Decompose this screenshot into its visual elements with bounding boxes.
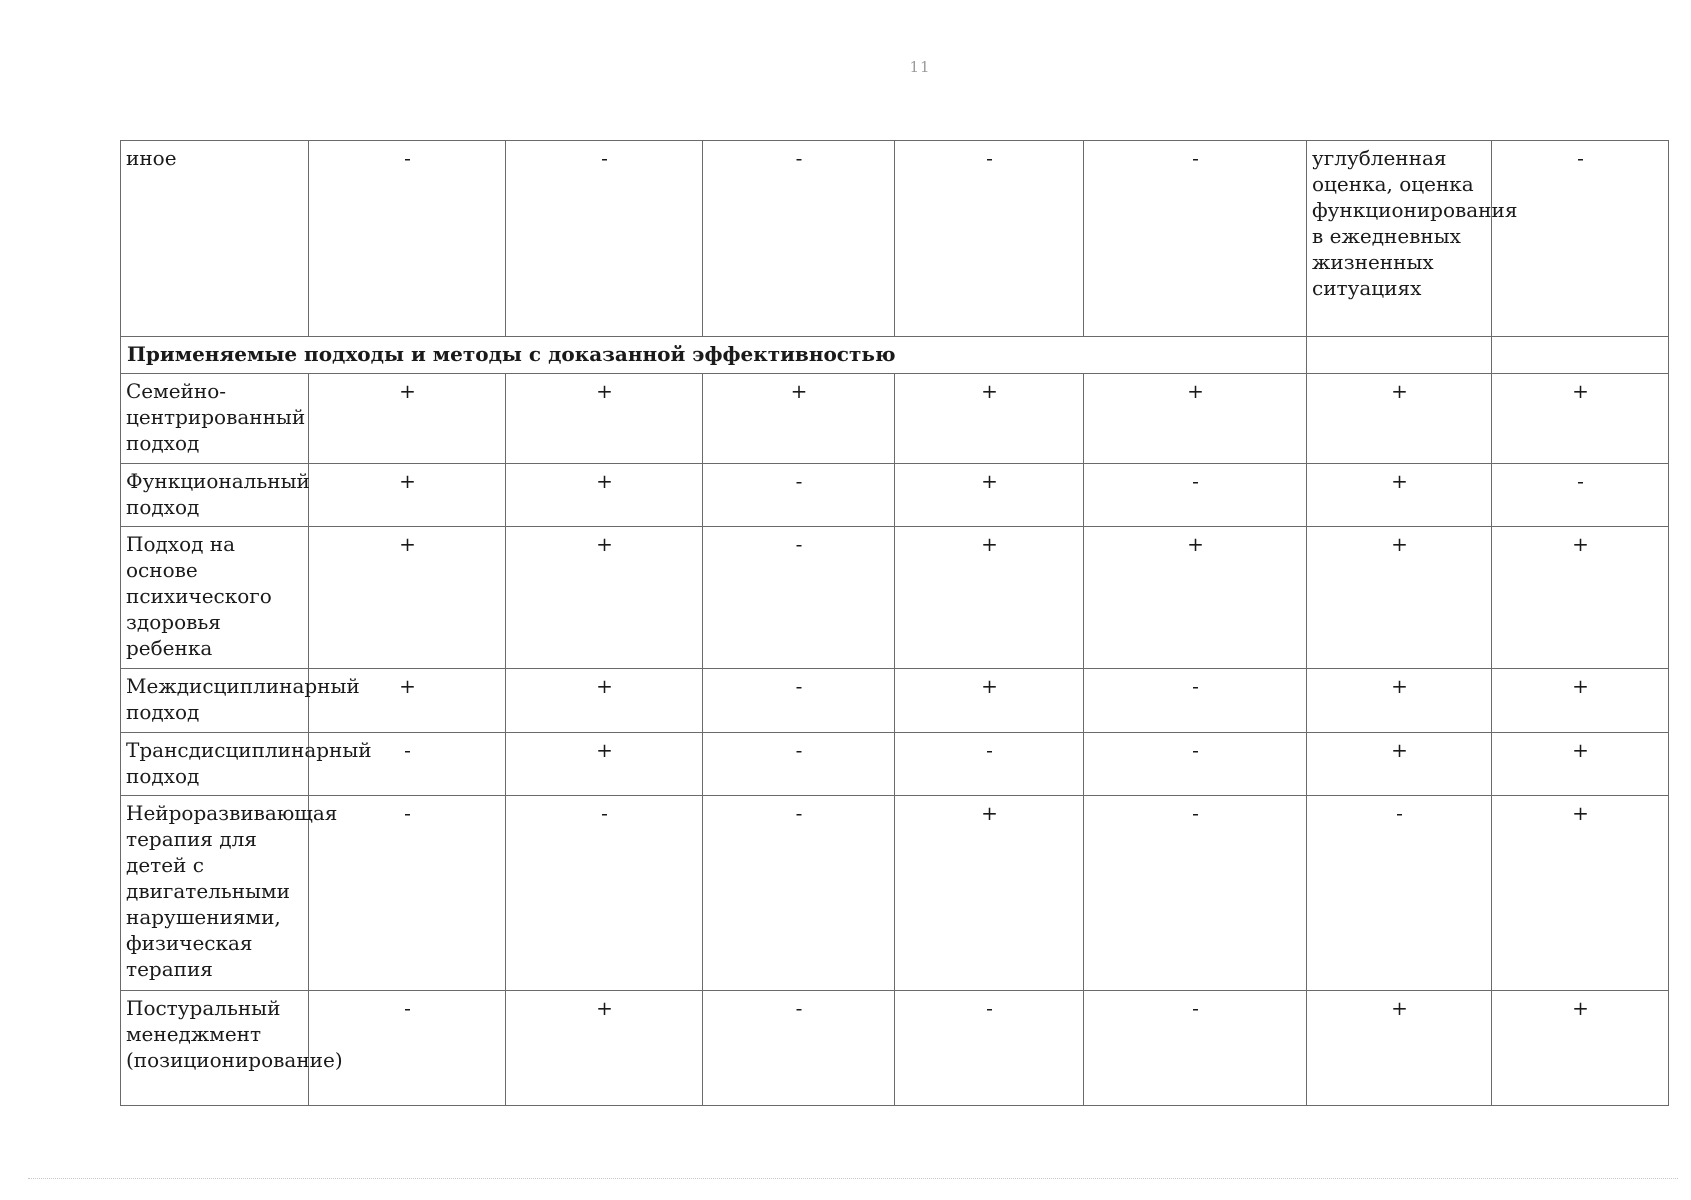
- table-cell: +: [506, 669, 703, 733]
- table-cell: +: [1084, 374, 1307, 464]
- table-cell: -: [1084, 796, 1307, 991]
- table-cell: -: [1307, 796, 1492, 991]
- row-label: Семейно-центрированный подход: [121, 374, 309, 464]
- table-cell: +: [895, 464, 1084, 527]
- table-cell: +: [895, 527, 1084, 669]
- table-row: [121, 464, 1669, 527]
- table-cell: -: [703, 141, 895, 337]
- table-cell: -: [309, 733, 506, 796]
- table-cell: -: [895, 141, 1084, 337]
- table-cell: +: [506, 374, 703, 464]
- table-row: [121, 374, 1669, 464]
- table-cell: +: [895, 796, 1084, 991]
- section-heading: Применяемые подходы и методы с доказанной эффективностью: [121, 337, 1307, 374]
- table-cell: +: [1492, 669, 1669, 733]
- table-cell: +: [1307, 464, 1492, 527]
- table-cell: +: [1307, 669, 1492, 733]
- table-cell: +: [1307, 374, 1492, 464]
- table-cell: +: [309, 464, 506, 527]
- table-cell: +: [506, 464, 703, 527]
- row-label: Функциональный подход: [121, 464, 309, 527]
- table-cell: -: [895, 733, 1084, 796]
- row-label: Междисциплинарный подход: [121, 669, 309, 733]
- table-cell: +: [1492, 796, 1669, 991]
- row-label: Нейроразвивающая терапия для детей с двигательными нарушениями, физическая терапия: [121, 796, 309, 991]
- table-cell: +: [309, 669, 506, 733]
- table-cell: +: [1307, 527, 1492, 669]
- table-cell: -: [703, 796, 895, 991]
- table-cell: +: [1307, 733, 1492, 796]
- table-cell: +: [1492, 527, 1669, 669]
- row-label: Постуральный менеджмент (позиционирование): [121, 991, 309, 1106]
- table-cell: -: [703, 991, 895, 1106]
- table-cell: -: [703, 464, 895, 527]
- table-cell: -: [309, 141, 506, 337]
- table-cell: +: [1492, 374, 1669, 464]
- section-row: [121, 337, 1669, 374]
- approaches-table: [120, 140, 1669, 1106]
- table-cell: +: [1307, 991, 1492, 1106]
- table-row: [121, 669, 1669, 733]
- page-edge-line: [28, 1178, 1678, 1179]
- table-cell: -: [1492, 464, 1669, 527]
- table-cell-empty: [1492, 337, 1669, 374]
- table-cell-empty: [1307, 337, 1492, 374]
- table-cell: +: [895, 374, 1084, 464]
- table-cell: -: [506, 796, 703, 991]
- table-cell: +: [1492, 733, 1669, 796]
- table-cell-text: углубленная оценка, оценка функционирования в ежедневных жизненных ситуациях: [1307, 141, 1492, 337]
- table-cell: +: [1492, 991, 1669, 1106]
- table-row: [121, 796, 1669, 991]
- table-row: [121, 733, 1669, 796]
- table-cell: -: [1084, 464, 1307, 527]
- row-label: Подход на основе психического здоровья ребенка: [121, 527, 309, 669]
- table-cell: +: [506, 733, 703, 796]
- page-number: 11: [909, 58, 931, 76]
- row-label: иное: [121, 141, 309, 337]
- table-cell: -: [895, 991, 1084, 1106]
- table-cell: -: [309, 796, 506, 991]
- table-cell: +: [703, 374, 895, 464]
- table-row-other: [121, 141, 1669, 337]
- table-cell: -: [1084, 991, 1307, 1106]
- table-cell: -: [506, 141, 703, 337]
- table-cell: -: [703, 527, 895, 669]
- table-row: [121, 527, 1669, 669]
- table-cell: +: [506, 527, 703, 669]
- table-cell: +: [895, 669, 1084, 733]
- table-row: [121, 991, 1669, 1106]
- row-label: Трансдисциплинарный подход: [121, 733, 309, 796]
- table-cell: -: [1084, 141, 1307, 337]
- table-cell: -: [703, 733, 895, 796]
- table-cell: -: [1492, 141, 1669, 337]
- table-cell: +: [506, 991, 703, 1106]
- table-cell: +: [309, 527, 506, 669]
- table-cell: -: [1084, 669, 1307, 733]
- table-cell: -: [1084, 733, 1307, 796]
- table-cell: +: [309, 374, 506, 464]
- table-cell: +: [1084, 527, 1307, 669]
- table-cell: -: [703, 669, 895, 733]
- table-cell: -: [309, 991, 506, 1106]
